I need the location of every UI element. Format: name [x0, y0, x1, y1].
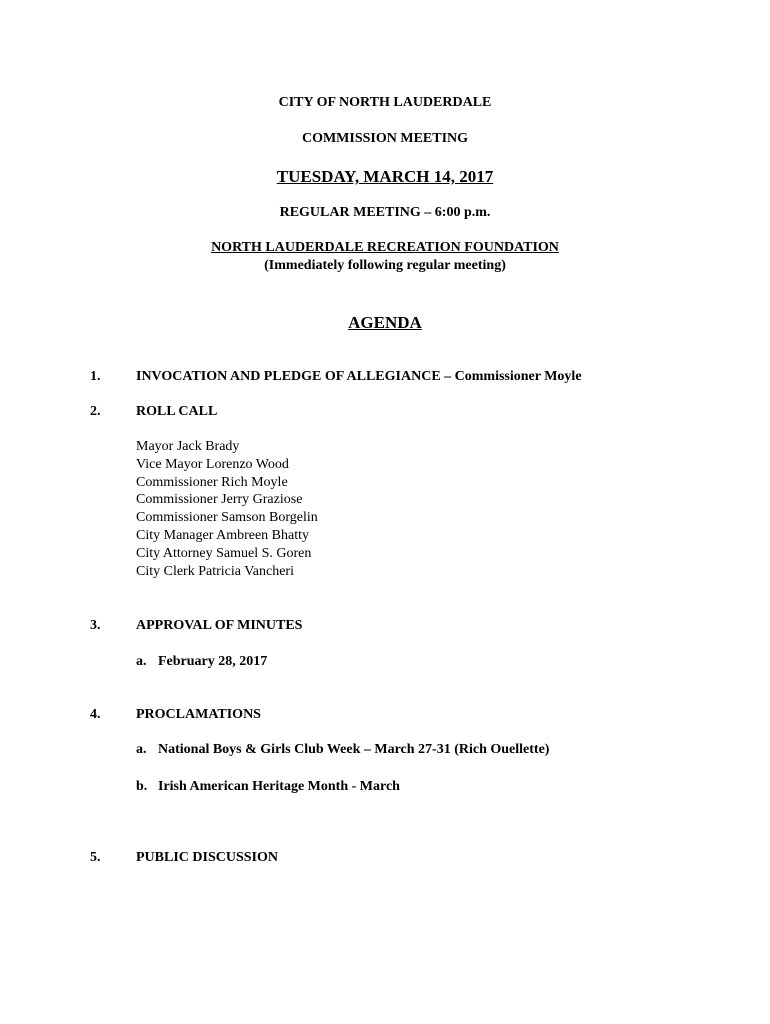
item-number: 2.: [90, 404, 101, 419]
sub-item: [136, 742, 549, 758]
foundation-note: (Immediately following regular meeting): [264, 258, 506, 273]
sub-item: [136, 654, 267, 670]
roll-call-member: Commissioner Rich Moyle: [136, 474, 288, 490]
sub-item-letter: b.: [136, 779, 148, 794]
roll-call-member: Vice Mayor Lorenzo Wood: [136, 456, 289, 472]
roll-call-member: City Manager Ambreen Bhatty: [136, 527, 310, 543]
agenda-title: AGENDA: [348, 313, 422, 332]
regular-meeting-time: REGULAR MEETING – 6:00 p.m.: [279, 205, 491, 220]
item-number: 4.: [90, 707, 101, 722]
sub-item-text: February 28, 2017: [158, 654, 268, 669]
meeting-date: TUESDAY, MARCH 14, 2017: [276, 167, 494, 186]
sub-item-text: National Boys & Girls Club Week – March 27-31 (Rich Ouellette): [158, 742, 550, 757]
roll-call-member: Mayor Jack Brady: [136, 439, 240, 454]
item-title-roll-call: ROLL CALL: [136, 404, 218, 419]
item-title-public-discussion: PUBLIC DISCUSSION: [136, 850, 278, 865]
item-number: 3.: [90, 618, 101, 633]
roll-call-member: City Clerk Patricia Vancheri: [136, 563, 294, 579]
meeting-type: COMMISSION MEETING: [301, 131, 469, 146]
item-title-approval-of-minutes: APPROVAL OF MINUTES: [136, 618, 303, 633]
item-title-invocation: INVOCATION AND PLEDGE OF ALLEGIANCE – Commissioner Moyle: [136, 369, 582, 384]
item-title-proclamations: PROCLAMATIONS: [136, 707, 261, 722]
city-name: CITY OF NORTH LAUDERDALE: [278, 95, 492, 110]
roll-call-member: Commissioner Samson Borgelin: [136, 510, 318, 526]
foundation-title: NORTH LAUDERDALE RECREATION FOUNDATION: [211, 240, 559, 255]
sub-item: [136, 779, 400, 795]
roll-call-list: [136, 438, 318, 580]
item-number: 5.: [90, 850, 101, 865]
sub-item-text: Irish American Heritage Month - March: [158, 779, 400, 794]
roll-call-member: Commissioner Jerry Graziose: [136, 492, 303, 508]
sub-item-letter: a.: [136, 742, 147, 757]
item-number: 1.: [90, 369, 101, 384]
roll-call-member: City Attorney Samuel S. Goren: [136, 545, 312, 561]
sub-item-letter: a.: [136, 654, 147, 669]
